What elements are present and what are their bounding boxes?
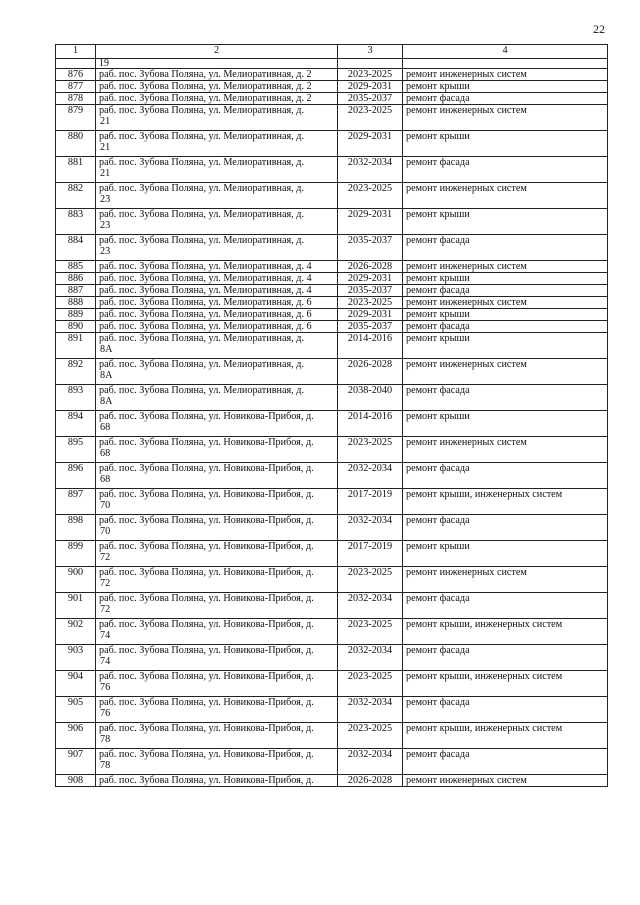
- table-row: [56, 567, 608, 593]
- address-cell: [96, 723, 338, 749]
- address-cell: [96, 541, 338, 567]
- row-number-cell: 888: [56, 297, 96, 309]
- period-cell: 2023-2025: [338, 723, 403, 749]
- address-cell: [96, 93, 338, 105]
- address-text: раб. пос. Зубова Поляна, ул. Мелиоративная, д. 4: [99, 285, 312, 296]
- work-type-cell: ремонт крыши: [403, 81, 608, 93]
- row-number-cell: 905: [56, 697, 96, 723]
- work-type-cell: ремонт крыши: [403, 273, 608, 285]
- table-row: [56, 593, 608, 619]
- house-number-text: 74: [100, 630, 111, 641]
- row-number-cell: 907: [56, 749, 96, 775]
- address-cell: [96, 297, 338, 309]
- table-row: [56, 235, 608, 261]
- work-type-cell: ремонт инженерных систем: [403, 775, 608, 787]
- address-text: раб. пос. Зубова Поляна, ул. Мелиоративная, д.: [99, 235, 304, 246]
- row-number-cell: 887: [56, 285, 96, 297]
- work-type-cell: ремонт инженерных систем: [403, 297, 608, 309]
- table-row: [56, 541, 608, 567]
- house-number-text: 70: [100, 526, 111, 537]
- address-text: раб. пос. Зубова Поляна, ул. Мелиоративная, д. 6: [99, 309, 312, 320]
- address-text: раб. пос. Зубова Поляна, ул. Мелиоративная, д.: [99, 385, 304, 396]
- work-type-cell: ремонт фасада: [403, 749, 608, 775]
- table-row: [56, 333, 608, 359]
- address-text: раб. пос. Зубова Поляна, ул. Мелиоративная, д.: [99, 105, 304, 116]
- row-number-cell: 894: [56, 411, 96, 437]
- period-cell: 2023-2025: [338, 105, 403, 131]
- row-number-cell: 877: [56, 81, 96, 93]
- address-text: раб. пос. Зубова Поляна, ул. Новикова-Прибоя, д.: [99, 749, 314, 760]
- work-type-cell: ремонт крыши, инженерных систем: [403, 489, 608, 515]
- table-row: [56, 297, 608, 309]
- row-number-cell: 904: [56, 671, 96, 697]
- address-cell: [96, 321, 338, 333]
- work-type-cell: ремонт крыши: [403, 541, 608, 567]
- page-number: 22: [593, 22, 605, 36]
- work-type-cell: ремонт фасада: [403, 93, 608, 105]
- work-type-cell: ремонт фасада: [403, 593, 608, 619]
- period-cell: 2026-2028: [338, 775, 403, 787]
- address-text: раб. пос. Зубова Поляна, ул. Новикова-Прибоя, д.: [99, 593, 314, 604]
- address-cell: [96, 775, 338, 787]
- period-cell: 2017-2019: [338, 541, 403, 567]
- address-text: раб. пос. Зубова Поляна, ул. Мелиоративная, д. 2: [99, 93, 312, 104]
- work-type-cell: ремонт крыши, инженерных систем: [403, 671, 608, 697]
- house-number-text: 21: [100, 168, 111, 179]
- period-cell: 2035-2037: [338, 321, 403, 333]
- continuation-text: 19: [99, 58, 109, 69]
- row-number-cell: 882: [56, 183, 96, 209]
- house-number-text: 23: [100, 220, 111, 231]
- address-text: раб. пос. Зубова Поляна, ул. Новикова-Прибоя, д.: [99, 671, 314, 682]
- repair-schedule-table: [55, 44, 608, 787]
- table-row: [56, 321, 608, 333]
- row-number-cell: 881: [56, 157, 96, 183]
- house-number-text: 72: [100, 604, 111, 615]
- header-col-2: 2: [96, 45, 338, 59]
- period-cell: 2035-2037: [338, 285, 403, 297]
- period-cell: 2032-2034: [338, 697, 403, 723]
- period-cell: 2023-2025: [338, 297, 403, 309]
- house-number-text: 68: [100, 422, 111, 433]
- work-type-cell: ремонт фасада: [403, 385, 608, 411]
- address-cell: [96, 749, 338, 775]
- address-text: раб. пос. Зубова Поляна, ул. Новикова-Прибоя, д.: [99, 697, 314, 708]
- house-number-text: 8А: [100, 344, 113, 355]
- address-cell: [96, 81, 338, 93]
- house-number-text: 76: [100, 682, 111, 693]
- row-number-cell: 885: [56, 261, 96, 273]
- row-number-cell: 886: [56, 273, 96, 285]
- address-cell: [96, 619, 338, 645]
- period-cell: 2035-2037: [338, 235, 403, 261]
- address-cell: [96, 309, 338, 321]
- work-type-cell: ремонт инженерных систем: [403, 437, 608, 463]
- period-cell: 2023-2025: [338, 567, 403, 593]
- address-text: раб. пос. Зубова Поляна, ул. Новикова-Прибоя, д.: [99, 723, 314, 734]
- row-number-cell: 892: [56, 359, 96, 385]
- work-type-cell: ремонт крыши: [403, 131, 608, 157]
- header-col-4: 4: [403, 45, 608, 59]
- address-text: раб. пос. Зубова Поляна, ул. Мелиоративная, д.: [99, 333, 304, 344]
- table-row: [56, 273, 608, 285]
- table-row: [56, 183, 608, 209]
- table-row: [56, 723, 608, 749]
- address-cell: [96, 69, 338, 81]
- address-cell: [96, 463, 338, 489]
- house-number-text: 78: [100, 760, 111, 771]
- address-cell: [96, 209, 338, 235]
- period-cell: 2035-2037: [338, 93, 403, 105]
- table-row: [56, 359, 608, 385]
- table-row: [56, 105, 608, 131]
- header-col-1: 1: [56, 45, 96, 59]
- period-cell: 2023-2025: [338, 671, 403, 697]
- row-number-cell: 884: [56, 235, 96, 261]
- work-type-cell: ремонт инженерных систем: [403, 567, 608, 593]
- work-type-cell: ремонт фасада: [403, 515, 608, 541]
- address-text: раб. пос. Зубова Поляна, ул. Новикова-Прибоя, д.: [99, 489, 314, 500]
- address-text: раб. пос. Зубова Поляна, ул. Новикова-Прибоя, д.: [99, 437, 314, 448]
- row-number-cell: 896: [56, 463, 96, 489]
- work-type-cell: ремонт крыши: [403, 333, 608, 359]
- address-text: раб. пос. Зубова Поляна, ул. Новикова-Прибоя, д.: [99, 775, 314, 786]
- address-text: раб. пос. Зубова Поляна, ул. Новикова-Прибоя, д.: [99, 541, 314, 552]
- period-cell: 2014-2016: [338, 333, 403, 359]
- house-number-text: 68: [100, 448, 111, 459]
- period-cell: 2032-2034: [338, 463, 403, 489]
- period-cell: 2029-2031: [338, 131, 403, 157]
- continuation-row: [56, 59, 608, 69]
- row-number-cell: 891: [56, 333, 96, 359]
- house-number-text: 68: [100, 474, 111, 485]
- address-text: раб. пос. Зубова Поляна, ул. Мелиоративная, д.: [99, 131, 304, 142]
- address-text: раб. пос. Зубова Поляна, ул. Новикова-Прибоя, д.: [99, 567, 314, 578]
- row-number-cell: 902: [56, 619, 96, 645]
- work-type-cell: ремонт фасада: [403, 321, 608, 333]
- table-row: [56, 69, 608, 81]
- table-row: [56, 131, 608, 157]
- address-cell: [96, 697, 338, 723]
- work-type-cell: ремонт фасада: [403, 235, 608, 261]
- row-number-cell: 903: [56, 645, 96, 671]
- period-cell: 2026-2028: [338, 359, 403, 385]
- table-row: [56, 81, 608, 93]
- header-col-3: 3: [338, 45, 403, 59]
- address-text: раб. пос. Зубова Поляна, ул. Мелиоративная, д. 6: [99, 321, 312, 332]
- table-row: [56, 775, 608, 787]
- continuation-addr-cell: [96, 59, 338, 69]
- address-cell: [96, 333, 338, 359]
- address-cell: [96, 593, 338, 619]
- row-number-cell: 879: [56, 105, 96, 131]
- address-cell: [96, 235, 338, 261]
- address-text: раб. пос. Зубова Поляна, ул. Новикова-Прибоя, д.: [99, 515, 314, 526]
- house-number-text: 23: [100, 246, 111, 257]
- table-row: [56, 285, 608, 297]
- house-number-text: 78: [100, 734, 111, 745]
- period-cell: 2023-2025: [338, 437, 403, 463]
- address-cell: [96, 359, 338, 385]
- row-number-cell: 890: [56, 321, 96, 333]
- house-number-text: 72: [100, 578, 111, 589]
- table-row: [56, 619, 608, 645]
- address-cell: [96, 183, 338, 209]
- row-number-cell: 901: [56, 593, 96, 619]
- work-type-cell: ремонт крыши: [403, 411, 608, 437]
- row-number-cell: 897: [56, 489, 96, 515]
- row-number-cell: 900: [56, 567, 96, 593]
- table-row: [56, 645, 608, 671]
- address-cell: [96, 105, 338, 131]
- address-cell: [96, 567, 338, 593]
- period-cell: 2023-2025: [338, 183, 403, 209]
- house-number-text: 21: [100, 116, 111, 127]
- work-type-cell: ремонт крыши: [403, 209, 608, 235]
- period-cell: 2038-2040: [338, 385, 403, 411]
- address-cell: [96, 261, 338, 273]
- house-number-text: 76: [100, 708, 111, 719]
- house-number-text: 72: [100, 552, 111, 563]
- work-type-cell: ремонт фасада: [403, 285, 608, 297]
- row-number-cell: 880: [56, 131, 96, 157]
- row-number-cell: 889: [56, 309, 96, 321]
- house-number-text: 23: [100, 194, 111, 205]
- address-text: раб. пос. Зубова Поляна, ул. Мелиоративная, д. 4: [99, 261, 312, 272]
- address-text: раб. пос. Зубова Поляна, ул. Мелиоративная, д. 2: [99, 69, 312, 80]
- house-number-text: 21: [100, 142, 111, 153]
- row-number-cell: 898: [56, 515, 96, 541]
- address-cell: [96, 285, 338, 297]
- work-type-cell: ремонт фасада: [403, 463, 608, 489]
- period-cell: 2029-2031: [338, 309, 403, 321]
- table-row: [56, 93, 608, 105]
- address-text: раб. пос. Зубова Поляна, ул. Новикова-Прибоя, д.: [99, 411, 314, 422]
- work-type-cell: ремонт фасада: [403, 157, 608, 183]
- work-type-cell: ремонт крыши, инженерных систем: [403, 619, 608, 645]
- address-text: раб. пос. Зубова Поляна, ул. Новикова-Прибоя, д.: [99, 645, 314, 656]
- table-row: [56, 489, 608, 515]
- address-text: раб. пос. Зубова Поляна, ул. Мелиоративная, д.: [99, 183, 304, 194]
- address-cell: [96, 411, 338, 437]
- table-row: [56, 309, 608, 321]
- work-type-cell: ремонт фасада: [403, 697, 608, 723]
- address-cell: [96, 671, 338, 697]
- address-text: раб. пос. Зубова Поляна, ул. Мелиоративная, д. 6: [99, 297, 312, 308]
- work-type-cell: ремонт инженерных систем: [403, 183, 608, 209]
- period-cell: 2032-2034: [338, 593, 403, 619]
- work-type-cell: ремонт крыши: [403, 309, 608, 321]
- row-number-cell: 883: [56, 209, 96, 235]
- work-type-cell: ремонт крыши, инженерных систем: [403, 723, 608, 749]
- period-cell: 2017-2019: [338, 489, 403, 515]
- period-cell: 2032-2034: [338, 515, 403, 541]
- work-type-cell: ремонт инженерных систем: [403, 105, 608, 131]
- address-cell: [96, 131, 338, 157]
- row-number-cell: 906: [56, 723, 96, 749]
- house-number-text: 8А: [100, 396, 113, 407]
- table-row: [56, 437, 608, 463]
- header-row: [56, 45, 608, 59]
- address-text: раб. пос. Зубова Поляна, ул. Мелиоративная, д. 2: [99, 81, 312, 92]
- house-number-text: 8А: [100, 370, 113, 381]
- table-row: [56, 697, 608, 723]
- table-row: [56, 411, 608, 437]
- address-cell: [96, 273, 338, 285]
- table-row: [56, 209, 608, 235]
- period-cell: 2029-2031: [338, 209, 403, 235]
- table-row: [56, 261, 608, 273]
- period-cell: 2023-2025: [338, 619, 403, 645]
- house-number-text: 74: [100, 656, 111, 667]
- period-cell: 2029-2031: [338, 81, 403, 93]
- address-text: раб. пос. Зубова Поляна, ул. Мелиоративная, д.: [99, 209, 304, 220]
- work-type-cell: ремонт инженерных систем: [403, 261, 608, 273]
- table-row: [56, 749, 608, 775]
- period-cell: 2032-2034: [338, 749, 403, 775]
- row-number-cell: 895: [56, 437, 96, 463]
- period-cell: 2032-2034: [338, 157, 403, 183]
- period-cell: 2032-2034: [338, 645, 403, 671]
- period-cell: 2023-2025: [338, 69, 403, 81]
- row-number-cell: 893: [56, 385, 96, 411]
- work-type-cell: ремонт инженерных систем: [403, 69, 608, 81]
- continuation-period-cell: [338, 59, 403, 69]
- house-number-text: 70: [100, 500, 111, 511]
- address-cell: [96, 645, 338, 671]
- table-row: [56, 157, 608, 183]
- continuation-work-cell: [403, 59, 608, 69]
- continuation-num-cell: [56, 59, 96, 69]
- row-number-cell: 876: [56, 69, 96, 81]
- period-cell: 2014-2016: [338, 411, 403, 437]
- address-cell: [96, 385, 338, 411]
- address-cell: [96, 515, 338, 541]
- work-type-cell: ремонт фасада: [403, 645, 608, 671]
- row-number-cell: 899: [56, 541, 96, 567]
- row-number-cell: 878: [56, 93, 96, 105]
- address-text: раб. пос. Зубова Поляна, ул. Новикова-Прибоя, д.: [99, 463, 314, 474]
- row-number-cell: 908: [56, 775, 96, 787]
- address-cell: [96, 437, 338, 463]
- work-type-cell: ремонт инженерных систем: [403, 359, 608, 385]
- table-row: [56, 385, 608, 411]
- table-row: [56, 463, 608, 489]
- table-row: [56, 671, 608, 697]
- table-row: [56, 515, 608, 541]
- address-text: раб. пос. Зубова Поляна, ул. Новикова-Прибоя, д.: [99, 619, 314, 630]
- address-text: раб. пос. Зубова Поляна, ул. Мелиоративная, д.: [99, 359, 304, 370]
- address-text: раб. пос. Зубова Поляна, ул. Мелиоративная, д. 4: [99, 273, 312, 284]
- address-cell: [96, 489, 338, 515]
- period-cell: 2029-2031: [338, 273, 403, 285]
- period-cell: 2026-2028: [338, 261, 403, 273]
- address-text: раб. пос. Зубова Поляна, ул. Мелиоративная, д.: [99, 157, 304, 168]
- address-cell: [96, 157, 338, 183]
